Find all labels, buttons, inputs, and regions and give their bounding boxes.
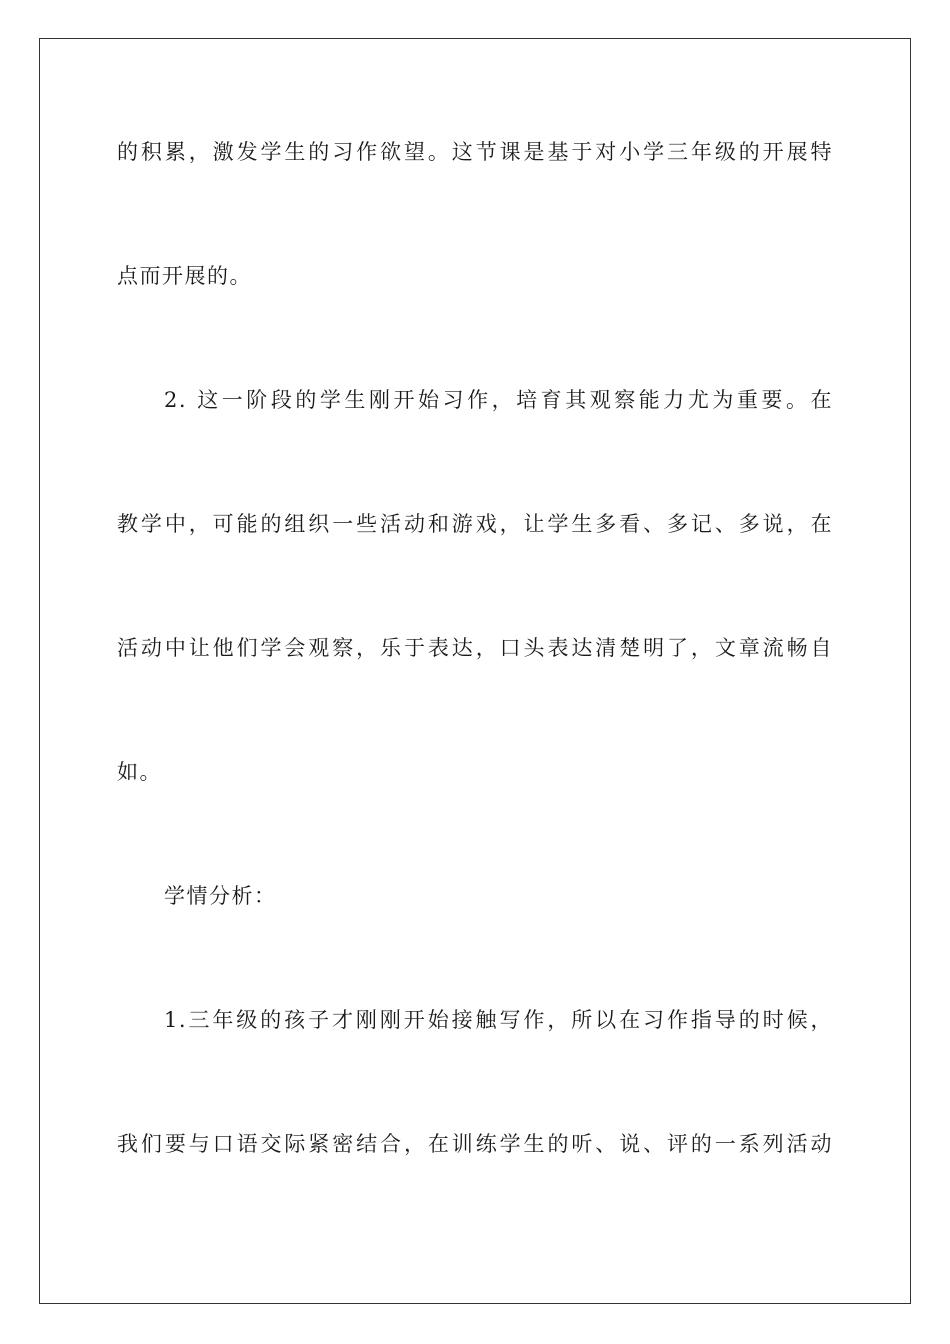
paragraph-line: 点而开展的。 bbox=[117, 264, 252, 288]
paragraph-line: 的积累，激发学生的习作欲望。这节课是基于对小学三年级的开展特 bbox=[117, 140, 833, 164]
paragraph-line: 活动中让他们学会观察，乐于表达，口头表达清楚明了，文章流畅自 bbox=[117, 636, 833, 660]
page-border bbox=[39, 38, 911, 1304]
paragraph-line: 2. 这一阶段的学生刚开始习作，培育其观察能力尤为重要。在 bbox=[164, 388, 833, 412]
paragraph-line: 1.三年级的孩子才刚刚开始接触写作，所以在习作指导的时候， bbox=[164, 1008, 833, 1032]
section-heading: 学情分析： bbox=[164, 884, 277, 908]
paragraph-line: 我们要与口语交际紧密结合，在训练学生的听、说、评的一系列活动 bbox=[117, 1132, 833, 1156]
paragraph-line: 如。 bbox=[117, 760, 162, 784]
paragraph-line: 教学中，可能的组织一些活动和游戏，让学生多看、多记、多说，在 bbox=[117, 512, 833, 536]
